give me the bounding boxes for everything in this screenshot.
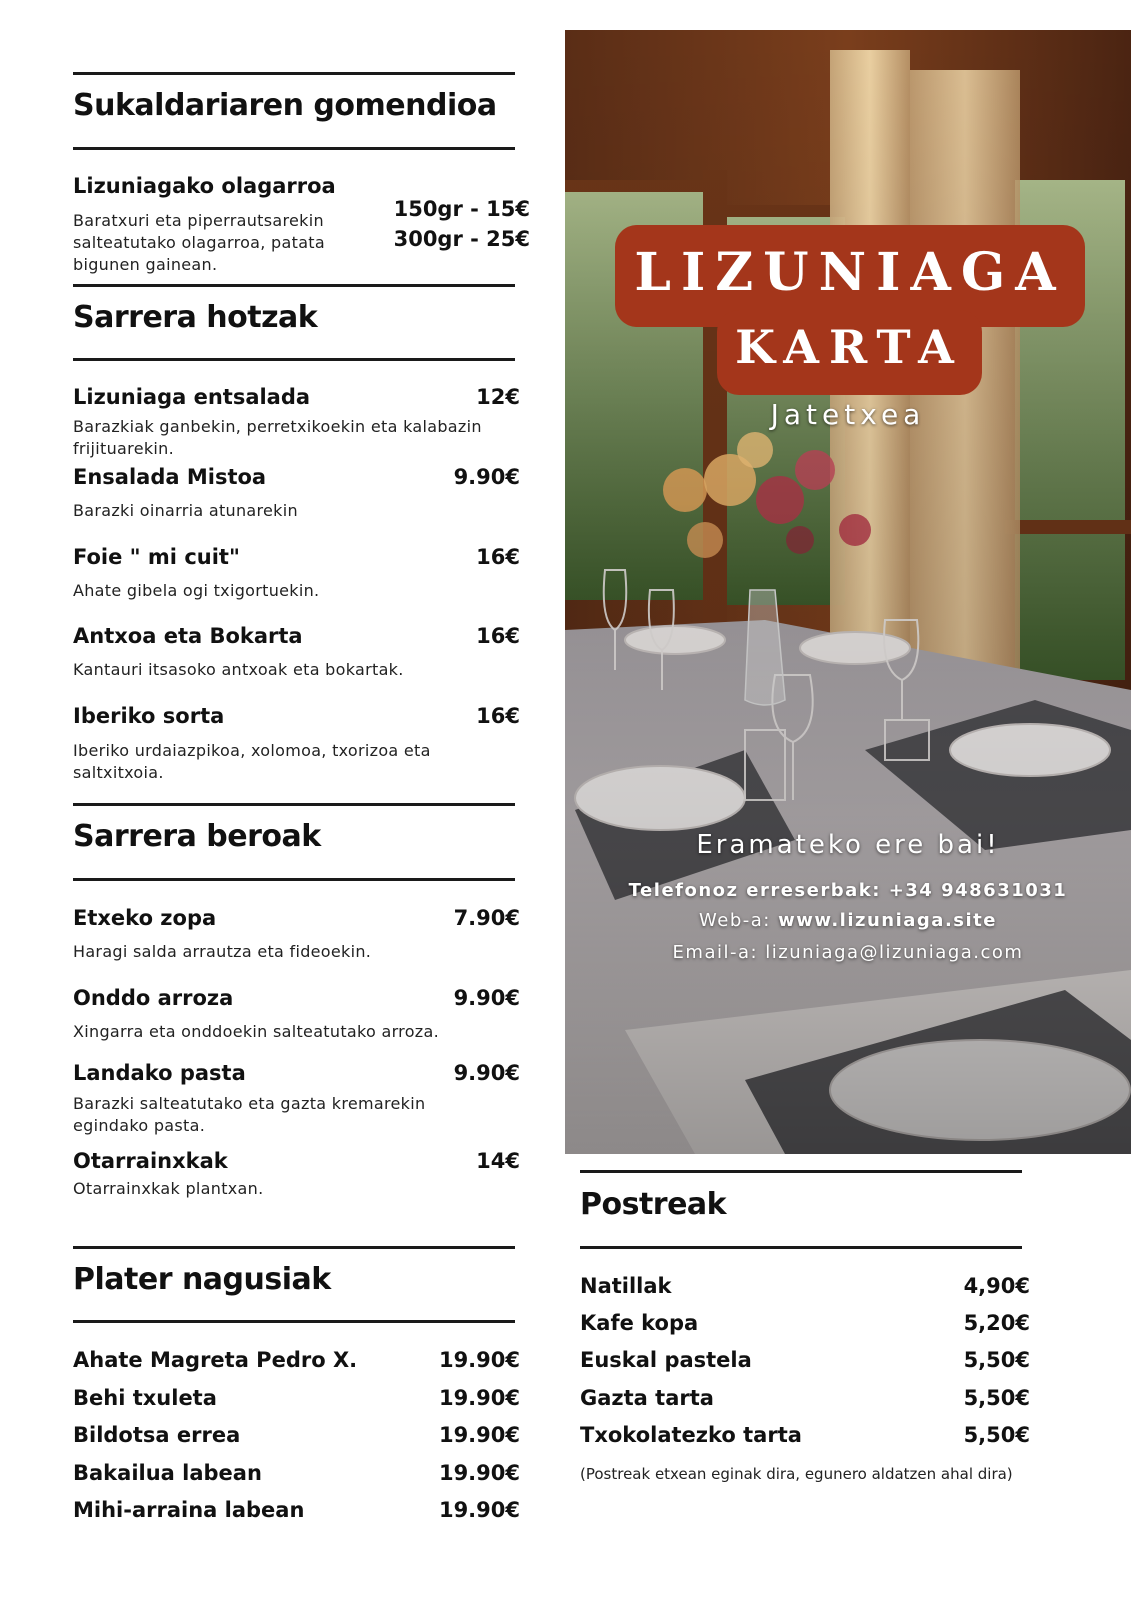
section-title-hot: Sarrera beroak (73, 819, 321, 854)
item-name: Ahate Magreta Pedro X. (73, 1348, 358, 1372)
item-price: 9.90€ (453, 1061, 520, 1085)
item-name: Iberiko sorta (73, 704, 225, 728)
takeaway-text: Eramateko ere bai! (696, 830, 1000, 860)
item-price: 5,20€ (963, 1311, 1030, 1335)
dining-room-illustration (565, 30, 1131, 1154)
divider (73, 147, 515, 150)
item-price: 5,50€ (963, 1386, 1030, 1410)
item-price: 9.90€ (453, 986, 520, 1010)
divider (580, 1246, 1022, 1249)
item-description: Barazki oinarria atunarekin (73, 501, 298, 520)
item-name: Bildotsa errea (73, 1423, 241, 1447)
item-price-300gr: 300gr - 25€ (393, 227, 530, 251)
item-description: Ahate gibela ogi txigortuekin. (73, 581, 320, 600)
item-name: Natillak (580, 1274, 672, 1298)
web-link[interactable]: www.lizuniaga.site (778, 910, 997, 931)
item-name: Otarrainxkak (73, 1149, 228, 1173)
menu-title: KARTA (735, 320, 964, 374)
item-price: 9.90€ (453, 465, 520, 489)
item-price: 7.90€ (453, 906, 520, 930)
item-description: Haragi salda arrautza eta fideoekin. (73, 942, 372, 961)
item-description: Xingarra eta onddoekin salteatutako arroza. (73, 1022, 439, 1041)
item-price: 5,50€ (963, 1348, 1030, 1372)
section-title-desserts: Postreak (580, 1187, 727, 1222)
item-description: Kantauri itsasoko antxoak eta bokartak. (73, 660, 404, 679)
item-name: Antxoa eta Bokarta (73, 624, 303, 648)
brand-subtitle: Jatetxea (770, 398, 926, 431)
item-name: Bakailua labean (73, 1461, 262, 1485)
section-title-cold: Sarrera hotzak (73, 300, 318, 335)
item-description: Otarrainxkak plantxan. (73, 1179, 264, 1198)
email-text[interactable]: Email-a: lizuniaga@lizuniaga.com (672, 942, 1024, 963)
brand-name: LIZUNIAGA (634, 242, 1066, 303)
item-name: Txokolatezko tarta (580, 1423, 802, 1447)
item-price: 19.90€ (438, 1461, 520, 1485)
item-description: Iberiko urdaiazpikoa, xolomoa, txorizoa eta saltxitxoia. (73, 741, 431, 782)
section-title-chef: Sukaldariaren gomendioa (73, 88, 497, 123)
item-price: 19.90€ (438, 1423, 520, 1447)
item-name: Onddo arroza (73, 986, 234, 1010)
item-price: 19.90€ (438, 1386, 520, 1410)
divider (73, 284, 515, 287)
item-name: Ensalada Mistoa (73, 465, 267, 489)
divider (73, 1246, 515, 1249)
phone-text: Telefonoz erreserbak: +34 948631031 (628, 880, 1068, 901)
web-line (565, 910, 1131, 931)
divider (580, 1170, 1022, 1173)
desserts-note: (Postreak etxean eginak dira, egunero aldatzen ahal dira) (580, 1465, 1013, 1483)
item-price: 12€ (476, 385, 520, 409)
divider (73, 72, 515, 75)
divider (73, 803, 515, 806)
item-description: Barazki salteatutako eta gazta kremarekin egindako pasta. (73, 1094, 426, 1135)
divider (73, 358, 515, 361)
divider (73, 878, 515, 881)
item-description: Barazkiak ganbekin, perretxikoekin eta kalabazin frijituarekin. (73, 417, 482, 458)
item-price: 16€ (476, 704, 520, 728)
item-price: 19.90€ (438, 1348, 520, 1372)
item-price-150gr: 150gr - 15€ (393, 197, 530, 221)
item-name: Landako pasta (73, 1061, 246, 1085)
item-price: 16€ (476, 545, 520, 569)
web-label: Web-a: (699, 910, 779, 931)
item-name: Behi txuleta (73, 1386, 217, 1410)
restaurant-photo (565, 30, 1131, 1154)
item-price: 5,50€ (963, 1423, 1030, 1447)
item-name: Lizuniagako olagarroa (73, 174, 336, 198)
item-name: Etxeko zopa (73, 906, 217, 930)
item-name: Euskal pastela (580, 1348, 752, 1372)
item-name: Lizuniaga entsalada (73, 385, 311, 409)
item-name: Foie " mi cuit" (73, 545, 240, 569)
item-price: 16€ (476, 624, 520, 648)
item-price: 4,90€ (963, 1274, 1030, 1298)
divider (73, 1320, 515, 1323)
item-name: Mihi-arraina labean (73, 1498, 305, 1522)
item-price: 19.90€ (438, 1498, 520, 1522)
item-price: 14€ (476, 1149, 520, 1173)
item-name: Gazta tarta (580, 1386, 714, 1410)
item-description: Baratxuri eta piperrautsarekin salteatutako olagarroa, patata bigunen gainean. (73, 211, 325, 274)
item-name: Kafe kopa (580, 1311, 699, 1335)
section-title-mains: Plater nagusiak (73, 1262, 331, 1297)
